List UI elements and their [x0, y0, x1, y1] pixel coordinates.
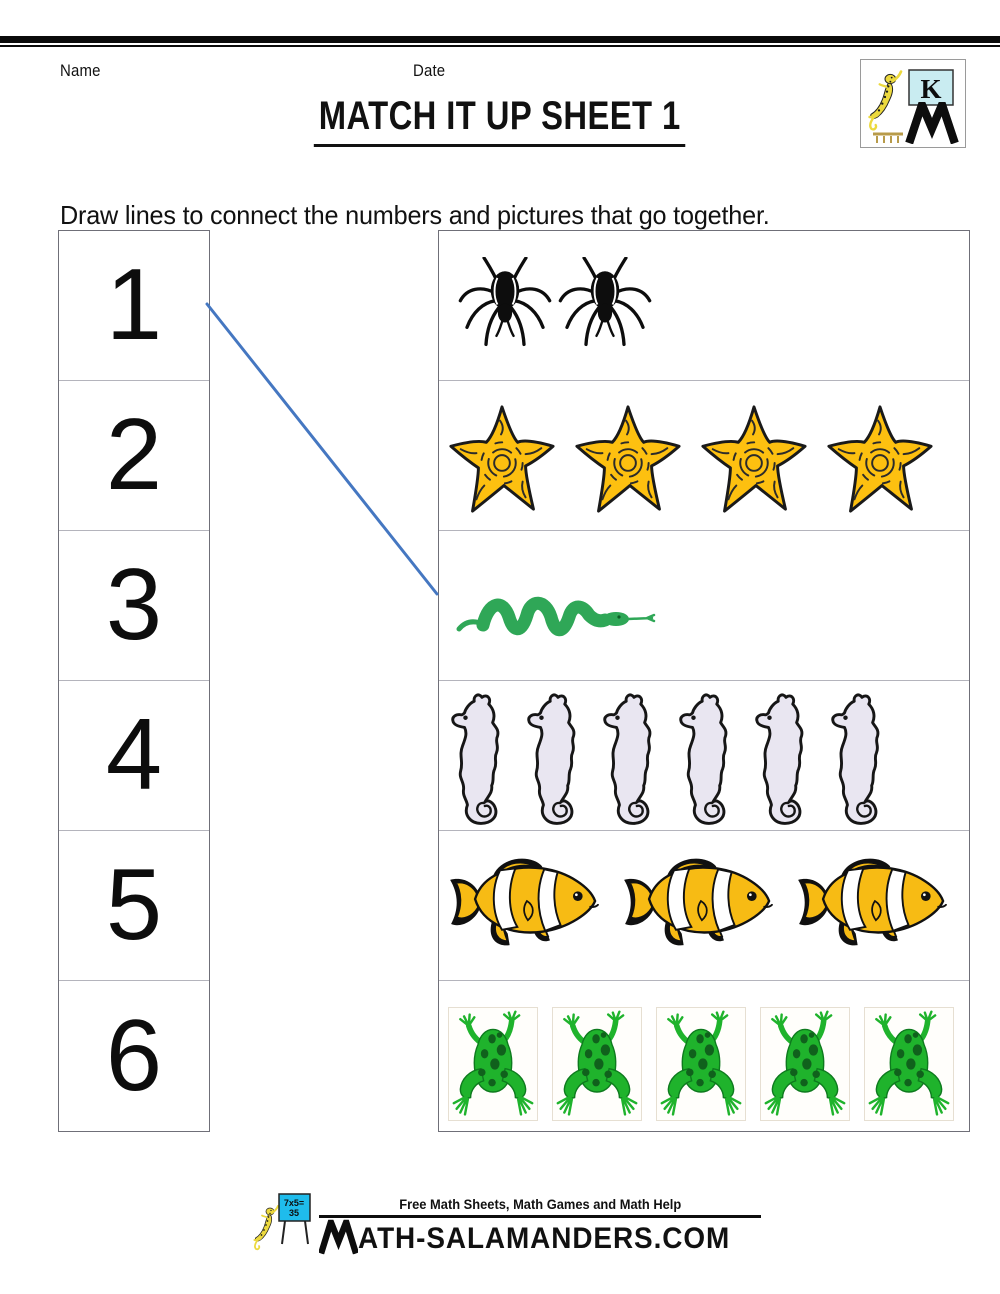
frog-icon	[451, 1010, 535, 1118]
wordmark-text: ATH-SALAMANDERS.COM	[358, 1221, 731, 1255]
seahorse-picture-row	[439, 681, 969, 831]
match-number: 5	[105, 849, 163, 961]
match-number: 1	[105, 249, 163, 361]
frog-tile	[864, 1007, 954, 1121]
board-equation-line1: 7x5=	[283, 1198, 305, 1208]
frog-tile	[656, 1007, 746, 1121]
number-cell-3	[59, 531, 209, 681]
clownfish-picture-row	[439, 831, 969, 981]
frog-tile	[552, 1007, 642, 1121]
example-match-line	[207, 304, 437, 594]
number-cell-5	[59, 831, 209, 981]
site-wordmark	[319, 1219, 730, 1255]
match-number: 3	[105, 549, 163, 661]
number-cell-4	[59, 681, 209, 831]
starfish-icon	[569, 403, 687, 517]
pictures-column	[438, 230, 970, 1132]
board-equation-line2: 35	[288, 1208, 299, 1218]
starfish-icon	[821, 403, 939, 517]
seahorse-icon	[829, 685, 893, 828]
footer	[0, 1192, 1000, 1258]
match-number: 6	[105, 999, 163, 1112]
frog-icon	[555, 1010, 639, 1118]
seahorse-icon	[525, 685, 589, 828]
starfish-icon	[695, 403, 813, 517]
seahorse-icon	[677, 685, 741, 828]
spider-picture-row	[439, 231, 969, 381]
seahorse-icon	[601, 685, 665, 828]
name-label: Name	[60, 61, 101, 80]
date-label: Date	[413, 61, 446, 80]
top-border-rule	[0, 36, 1000, 47]
salamander-icon	[254, 1206, 278, 1249]
seahorse-icon	[753, 685, 817, 828]
frog-tile	[760, 1007, 850, 1121]
seahorse-icon	[449, 685, 513, 828]
spider-icon	[555, 257, 655, 352]
logo-letter-k: K	[920, 74, 942, 104]
match-number: 2	[105, 399, 163, 511]
frog-icon	[867, 1010, 951, 1118]
clownfish-icon	[621, 853, 777, 949]
match-number: 4	[105, 699, 163, 811]
frog-icon	[659, 1010, 743, 1118]
number-cell-2	[59, 381, 209, 531]
page-title: MATCH IT UP SHEET 1	[314, 94, 686, 147]
frog-icon	[763, 1010, 847, 1118]
title-row	[0, 94, 1000, 147]
wordmark-m-icon	[319, 1219, 358, 1255]
starfish-picture-row	[439, 381, 969, 531]
frog-tile	[448, 1007, 538, 1121]
frog-picture-row	[439, 981, 969, 1131]
spider-icon	[455, 257, 555, 352]
snake-icon	[455, 589, 661, 639]
instruction-text: Draw lines to connect the numbers and pictures that go together.	[60, 200, 770, 230]
footer-tagline: Free Math Sheets, Math Games and Math Help	[398, 1195, 681, 1212]
number-cell-1	[59, 231, 209, 381]
clownfish-icon	[795, 853, 951, 949]
footer-logo-graphic	[251, 1192, 317, 1258]
numbers-column	[58, 230, 210, 1132]
clownfish-icon	[447, 853, 603, 949]
number-cell-6	[59, 981, 209, 1131]
snake-picture-row	[439, 531, 969, 681]
footer-rule	[319, 1215, 761, 1218]
starfish-icon	[443, 403, 561, 517]
